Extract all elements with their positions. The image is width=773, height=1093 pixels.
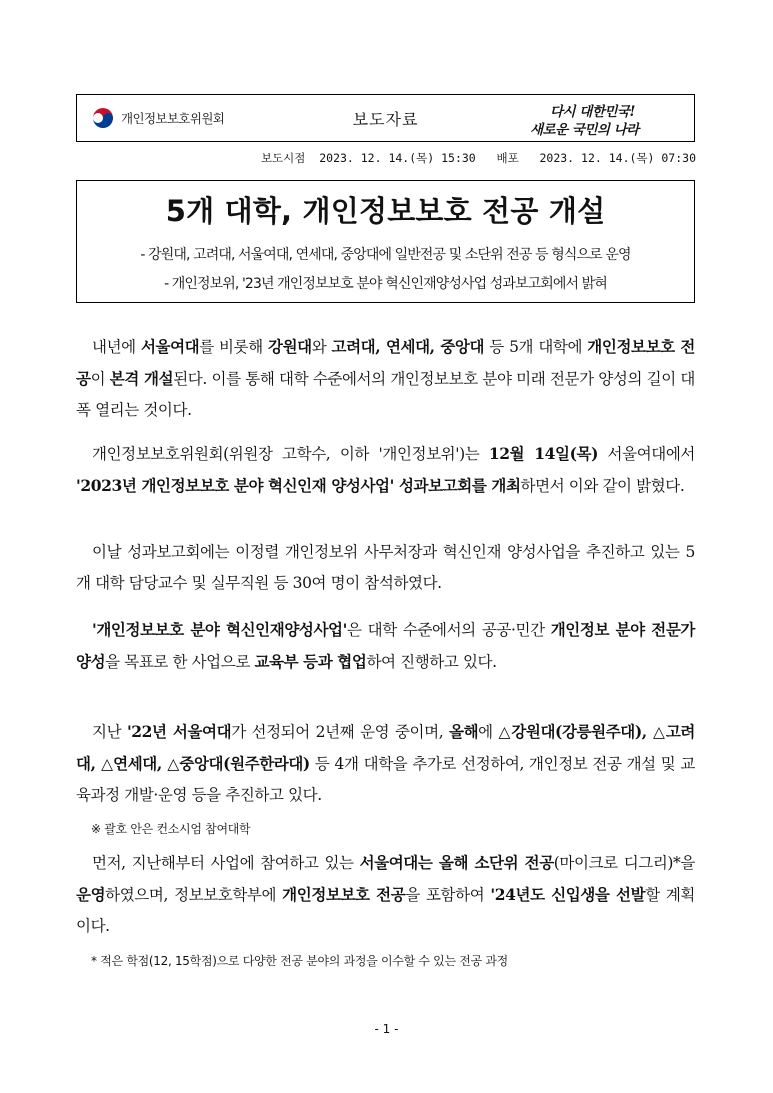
subtitle-2: - 개인정보위, '23년 개인정보보호 분야 혁신인재양성사업 성과보고회에서 밝혀 <box>164 276 607 292</box>
header-box <box>76 94 695 142</box>
release-info: 보도시점 2023. 12. 14.(목) 15:30 배포 2023. 12. 14.(목) 07:30 <box>260 151 696 165</box>
slogan-logo <box>530 99 680 139</box>
paragraph-3: 이날 성과보고회에는 이정렬 개인정보위 사무처장과 혁신인재 양성사업을 추진하고 있는 5개 대학 담당교수 및 실무직원 등 30여 명이 참석하였다. <box>76 543 695 592</box>
footnote-micro-degree: * 적은 학점(12, 15학점)으로 다양한 전공 분야의 과정을 이수할 수 있는 전공 과정 <box>91 954 508 968</box>
doc-type-label: 보도자료 <box>352 110 419 129</box>
slogan-line1: 다시 대한민국! <box>550 104 635 120</box>
paragraph-5: 지난 '22년 서울여대가 선정되어 2년째 운영 중이며, 올해에 △강원대(강릉원주대), △고려대, △연세대, △중앙대(원주한라대) 등 4개 대학을 추가로 선정하여, 개인정보 전공 개설 및 교육과정 개발·운영 등을 추진하고 있다. <box>76 722 695 804</box>
paragraph-4: '개인정보보호 분야 혁신인재양성사업'은 대학 수준에서의 공공·민간 개인정보 분야 전문가 양성을 목표로 한 사업으로 교육부 등과 협업하여 진행하고 있다. <box>76 620 696 671</box>
subtitle-1: - 강원대, 고려대, 서울여대, 연세대, 중앙대에 일반전공 및 소단위 전공 등 형식으로 운영 <box>140 247 631 263</box>
org-name: 개인정보보호위원회 <box>121 111 225 126</box>
page-title: 5개 대학, 개인정보보호 전공 개설 <box>165 194 606 228</box>
paragraph-1: 내년에 서울여대를 비롯해 강원대와 고려대, 연세대, 중앙대 등 5개 대학에 개인정보보호 전공이 본격 개설된다. 이를 통해 대학 수준에서의 개인정보보호 분야 미래 전문가 양성의 길이 대폭 열리는 것이다. <box>76 337 696 419</box>
slogan-line2: 새로운 국민의 나라 <box>530 122 639 138</box>
page-number: - 1 - <box>374 1022 399 1036</box>
paragraph-2: 개인정보보호위원회(위원장 고학수, 이하 '개인정보위')는 12월 14일(목) 서울여대에서 '2023년 개인정보보호 분야 혁신인재 양성사업' 성과보고회를 개최하면서 이와 같이 밝혔다. <box>76 444 695 495</box>
paragraph-6: 먼저, 지난해부터 사업에 참여하고 있는 서울여대는 올해 소단위 전공(마이크로 디그리)*을 운영하였으며, 정보보호학부에 개인정보보호 전공을 포함하여 '24년도 신입생을 선발할 계획이다. <box>76 853 696 935</box>
title-box <box>76 180 695 303</box>
footnote-consortium: ※ 괄호 안은 컨소시엄 참여대학 <box>91 822 251 836</box>
